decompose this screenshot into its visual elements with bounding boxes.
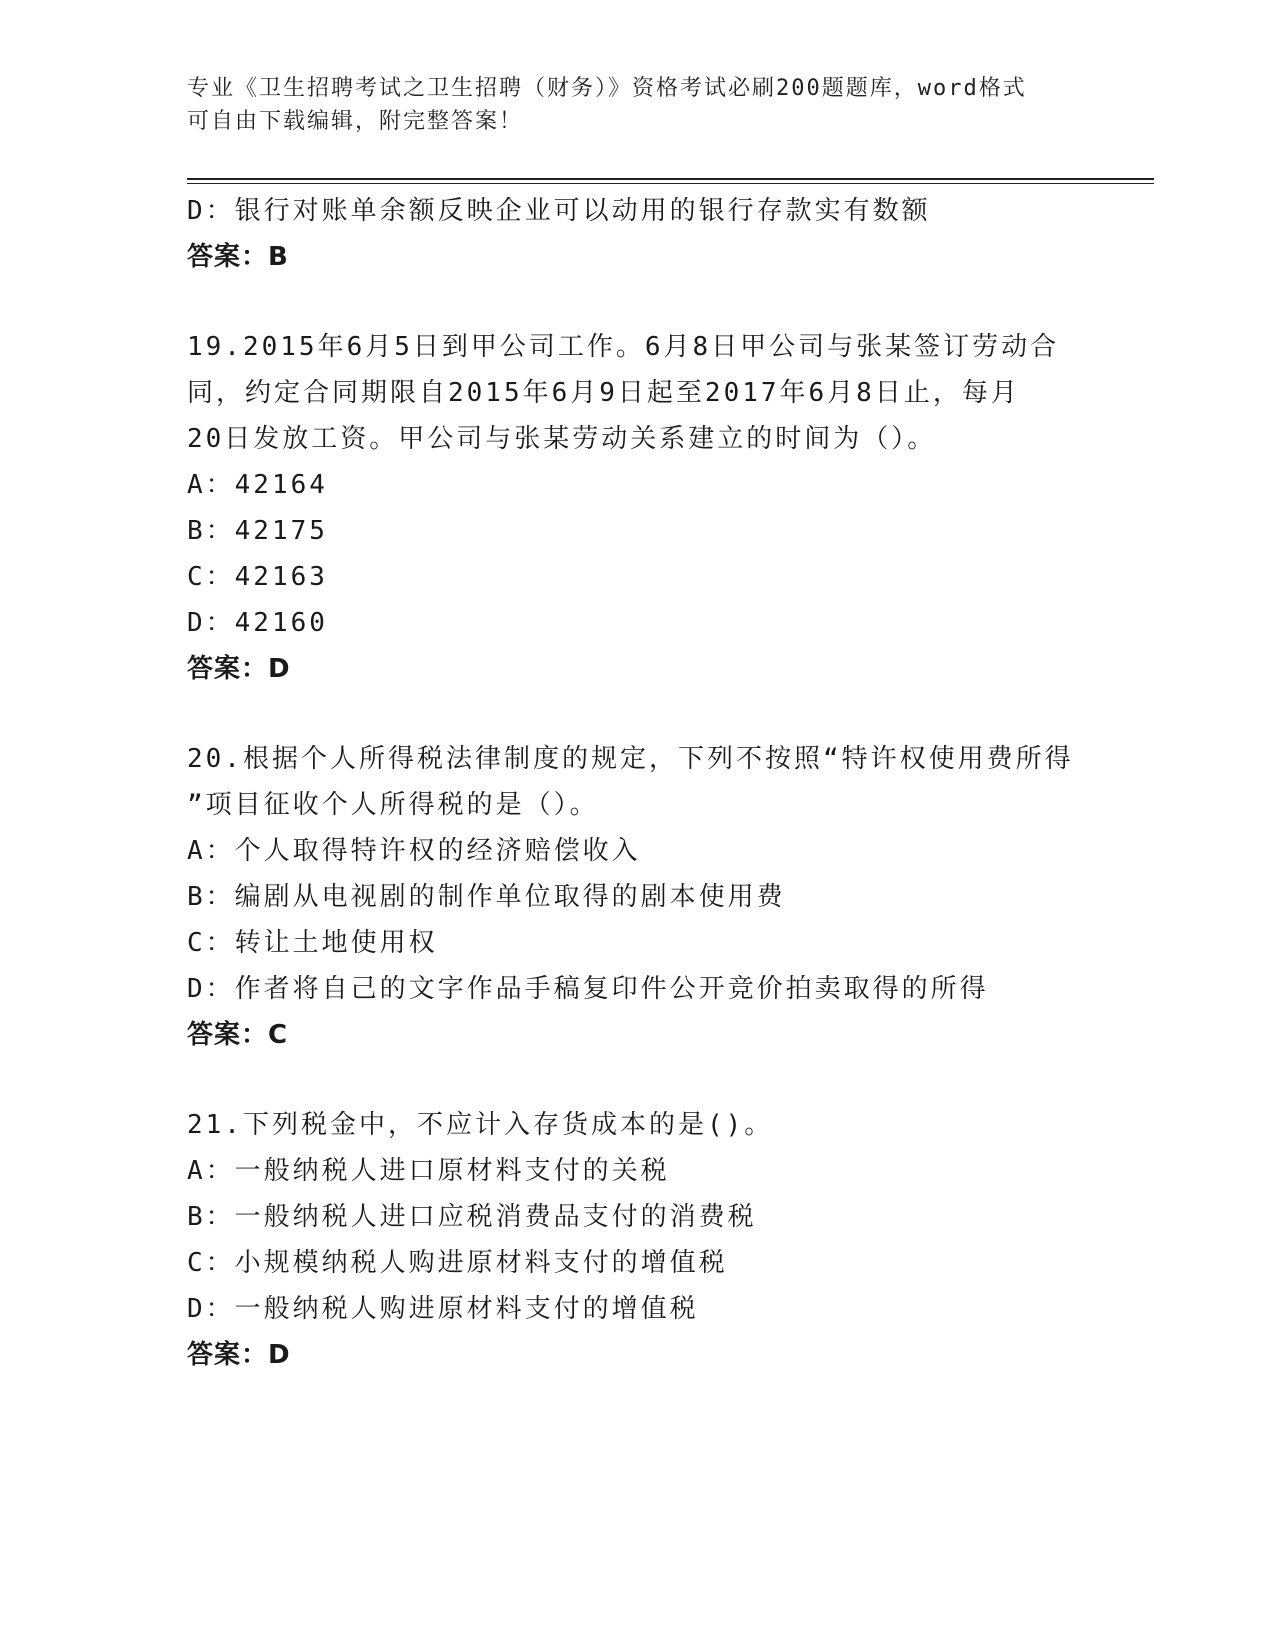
option-b: B：42175 [187, 516, 328, 546]
answer-label: 答案：B [187, 242, 289, 272]
header-title-line-1: 专业《卫生招聘考试之卫生招聘（财务）》资格考试必刷200题题库，word格式 [187, 76, 1027, 101]
answer-label: 答案：D [187, 654, 291, 684]
option-d: D：作者将自己的文字作品手稿复印件公开竞价拍卖取得的所得 [187, 974, 989, 1004]
option-a: A：个人取得特许权的经济赔偿收入 [187, 836, 641, 866]
option-c: C：42163 [187, 562, 328, 592]
option-a: A：一般纳税人进口原材料支付的关税 [187, 1156, 670, 1186]
question-stem-line: 20日发放工资。甲公司与张某劳动关系建立的时间为（）。 [187, 424, 937, 454]
option-c: C：转让土地使用权 [187, 928, 438, 958]
previous-question-tail [187, 188, 1087, 280]
option-b: B：一般纳税人进口应税消费品支付的消费税 [187, 1202, 757, 1232]
header-divider [187, 178, 1154, 184]
option-d: D：42160 [187, 608, 328, 638]
answer-label: 答案：D [187, 1340, 291, 1370]
option-c: C：小规模纳税人购进原材料支付的增值税 [187, 1248, 728, 1278]
question-20 [187, 736, 1087, 1058]
header-title-line-2: 可自由下载编辑，附完整答案！ [187, 109, 524, 134]
question-21 [187, 1102, 1087, 1378]
question-stem-line: ”项目征收个人所得税的是（）。 [187, 790, 599, 820]
question-stem-line: 19.2015年6月5日到甲公司工作。6月8日甲公司与张某签订劳动合 [187, 332, 1060, 362]
option-b: B：编剧从电视剧的制作单位取得的剧本使用费 [187, 882, 786, 912]
question-19 [187, 324, 1087, 692]
question-stem-line: 20.根据个人所得税法律制度的规定，下列不按照“特许权使用费所得 [187, 744, 1074, 774]
option-d: D：一般纳税人购进原材料支付的增值税 [187, 1294, 699, 1324]
question-stem-line: 同，约定合同期限自2015年6月9日起至2017年6月8日止，每月 [187, 378, 1020, 408]
answer-label: 答案：C [187, 1020, 289, 1050]
question-content [187, 188, 1087, 1378]
document-header [187, 72, 1087, 138]
option-a: A：42164 [187, 470, 328, 500]
option-d: D：银行对账单余额反映企业可以动用的银行存款实有数额 [187, 196, 931, 226]
question-stem-line: 21.下列税金中，不应计入存货成本的是()。 [187, 1110, 774, 1140]
